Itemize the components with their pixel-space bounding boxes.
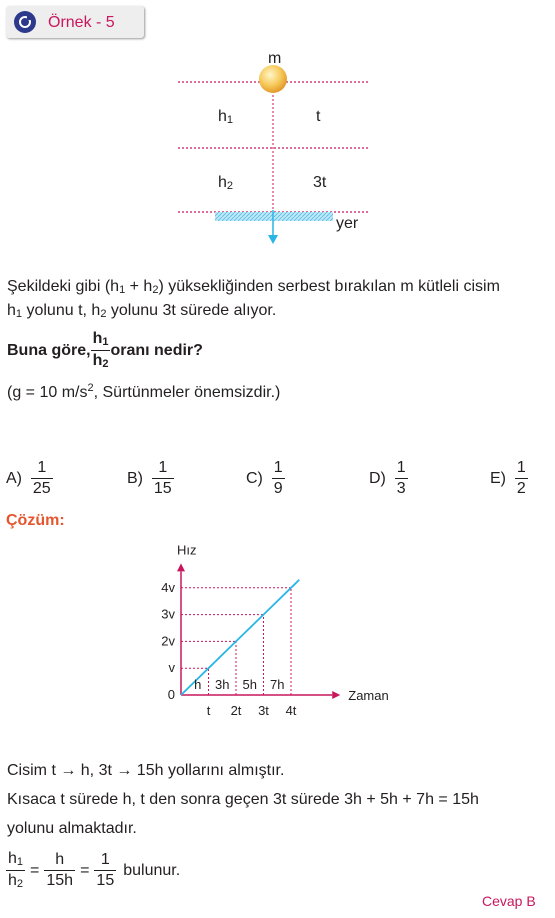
solution-equation: $\frac{h_1}{h_2}$ = $\frac{h}{15h}$ = $\frac{1}{15}$ bulunur. [8,850,181,890]
ring-icon-gap [27,14,32,20]
answer-label: Cevap B [482,893,536,909]
example-title: Örnek - 5 [48,14,115,31]
y-tick-label: 4v [161,579,175,595]
h1-label: $h_1$ [218,108,234,126]
eq-fraction-3: $\frac{1}{15}$ [96,851,115,889]
y-tick-label: 3v [161,606,175,622]
velocity-arrow-head [268,235,278,244]
ground-hatch [215,212,333,221]
option-a[interactable]: A) $\frac{1}{25}$ [6,459,51,497]
ring-icon [14,11,36,33]
x-tick-label: 2t [230,703,242,718]
h2-label: $h_2$ [218,174,234,192]
eq-fraction-1: $\frac{h_1}{h_2}$ [8,850,24,890]
t2-label: 3t [313,174,327,191]
question-line-2: $h_1$ yolunu t, $h_2$ yolunu 3t sürede alıyor. [7,302,277,320]
area-label: 3h [215,677,230,692]
x-axis-arrow [332,691,340,699]
area-label: 7h [270,677,285,692]
y-axis-label: Hız [177,542,197,558]
question-line-1: Şekildeki gibi $(h_1 + h_2)$ yüksekliğinden serbest bırakılan m kütleli cisim [7,278,500,296]
y-axis-arrow [177,563,185,571]
solution-line-1: Cisim t → h, 3t → 15h yollarını almıştır. [7,762,285,779]
question-note: (g = 10 $m/s^2$, Sürtünmeler önemsizdir.) [7,382,281,401]
option-b[interactable]: B) $\frac{1}{15}$ [127,459,172,497]
x-tick-label: 3t [258,703,269,718]
question-ask: Buna göre, $\frac{h_1}{h_2}$ oranı nedir? [7,330,203,370]
area-label: 5h [242,677,257,692]
mass-label: m [268,50,282,67]
velocity-line-extension [291,580,299,588]
mass-ball [259,65,287,93]
t1-label: t [316,108,321,125]
y-tick-label: v [168,660,175,676]
solution-line-3: yolunu almaktadır. [7,820,137,837]
option-d[interactable]: D) $\frac{1}{3}$ [369,459,406,497]
eq-fraction-2: $\frac{h}{15h}$ [46,851,74,889]
option-c[interactable]: C) $\frac{1}{9}$ [246,459,283,497]
solution-line-2: Kısaca t sürede h, t den sonra geçen 3t sürede 3h + 5h + 7h = 15h [7,791,479,808]
option-e[interactable]: E) $\frac{1}{2}$ [490,459,526,497]
velocity-time-chart [160,525,400,725]
ground-label: yer [336,215,359,232]
solution-title: Çözüm: [6,512,65,529]
origin-label: 0 [167,687,175,702]
x-axis-label: Zaman [348,688,389,703]
example-badge [6,6,144,38]
ratio-fraction: $\frac{h_1}{h_2}$ [92,330,109,370]
y-tick-label: 2v [161,633,175,649]
x-tick-label: 4t [285,703,297,718]
area-label: h [194,677,202,692]
x-tick-label: t [206,703,211,718]
